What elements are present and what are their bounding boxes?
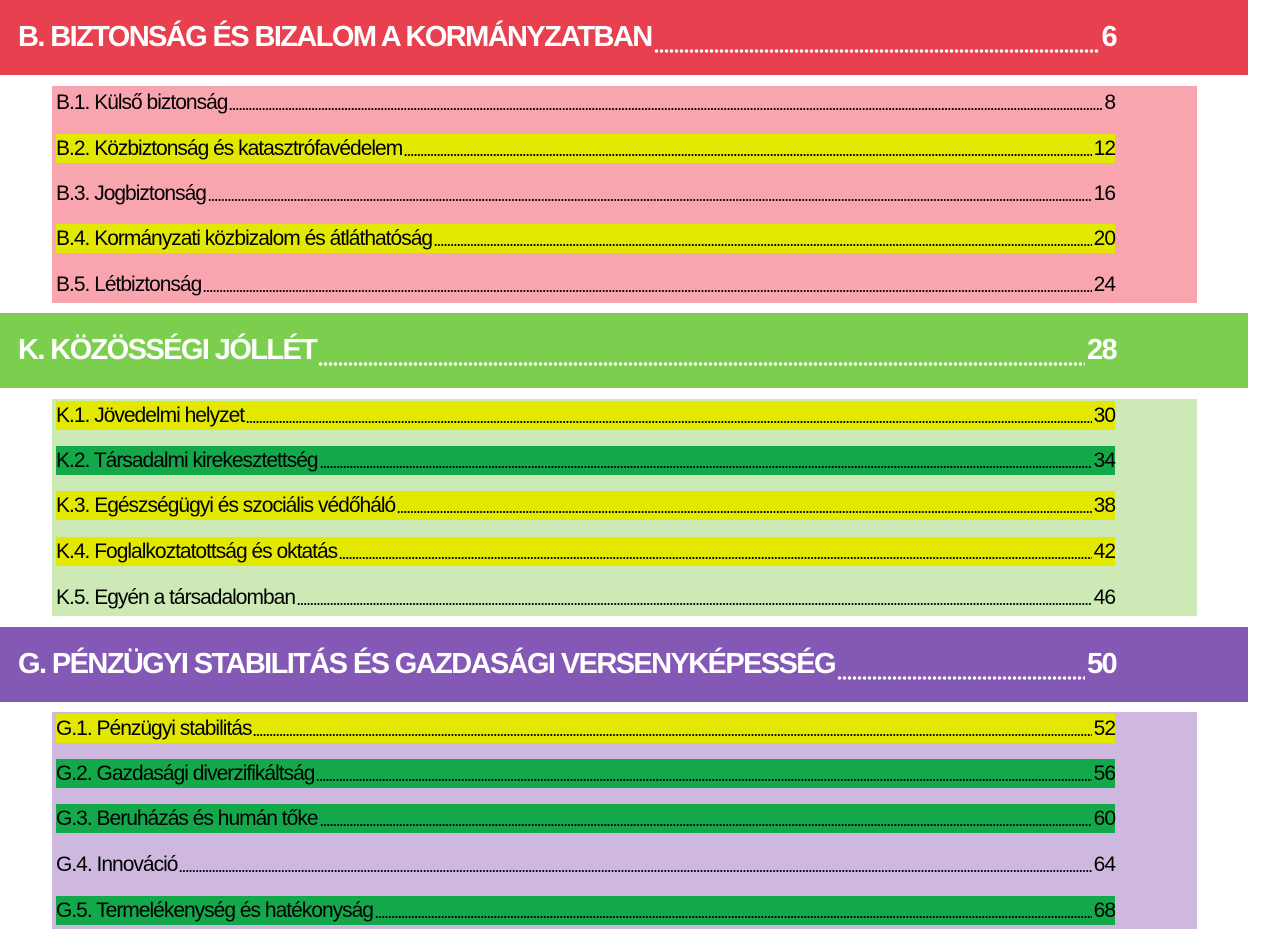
toc-entry-b4[interactable] bbox=[56, 224, 1115, 253]
dot-leader bbox=[203, 270, 1091, 299]
dot-leader bbox=[297, 583, 1092, 612]
entry-label: G.1. Pénzügyi stabilitás bbox=[56, 716, 252, 740]
entry-page-number: 64 bbox=[1093, 852, 1115, 876]
section-b-entries bbox=[52, 86, 1197, 303]
dot-leader bbox=[229, 88, 1102, 117]
section-page-number: 6 bbox=[1101, 21, 1116, 53]
section-page-number: 28 bbox=[1086, 334, 1116, 366]
dot-leader bbox=[404, 134, 1091, 163]
toc-entry-g5[interactable] bbox=[56, 896, 1115, 925]
section-title-row bbox=[18, 0, 1116, 75]
toc-entry-b5[interactable] bbox=[56, 270, 1115, 299]
toc-entry-k5[interactable] bbox=[56, 583, 1115, 612]
entry-page-number: 52 bbox=[1093, 716, 1115, 740]
section-title-row bbox=[18, 313, 1116, 388]
section-k-entries bbox=[52, 399, 1197, 616]
toc-entry-g3[interactable] bbox=[56, 804, 1115, 833]
section-header-k[interactable] bbox=[0, 313, 1248, 388]
toc-entry-b3[interactable] bbox=[56, 179, 1115, 208]
entry-page-number: 42 bbox=[1093, 539, 1115, 563]
section-title: G. PÉNZÜGYI STABILITÁS ÉS GAZDASÁGI VERSENYKÉPESSÉG bbox=[18, 648, 836, 680]
dot-leader bbox=[320, 804, 1092, 833]
dot-leader bbox=[179, 850, 1091, 879]
entry-label: B.4. Kormányzati közbizalom és átláthatóság bbox=[56, 226, 433, 250]
toc-entry-g4[interactable] bbox=[56, 850, 1115, 879]
entry-page-number: 8 bbox=[1104, 90, 1115, 114]
entry-page-number: 68 bbox=[1093, 898, 1115, 922]
entry-label: K.5. Egyén a társadalomban bbox=[56, 585, 296, 609]
toc-entry-b2[interactable] bbox=[56, 134, 1115, 163]
entry-page-number: 38 bbox=[1093, 493, 1115, 517]
entry-label: B.3. Jogbiztonság bbox=[56, 181, 206, 205]
section-title: B. BIZTONSÁG ÉS BIZALOM A KORMÁNYZATBAN bbox=[18, 21, 652, 53]
toc-entry-b1[interactable] bbox=[56, 88, 1115, 117]
entry-label: K.2. Társadalmi kirekesztettség bbox=[56, 448, 318, 472]
entry-label: G.2. Gazdasági diverzifikáltság bbox=[56, 761, 315, 785]
entry-page-number: 34 bbox=[1093, 448, 1115, 472]
entry-page-number: 56 bbox=[1093, 761, 1115, 785]
entry-label: K.4. Foglalkoztatottság és oktatás bbox=[56, 539, 338, 563]
section-header-b[interactable] bbox=[0, 0, 1248, 75]
section-title-row bbox=[18, 627, 1116, 702]
entry-label: K.3. Egészségügyi és szociális védőháló bbox=[56, 493, 396, 517]
entry-page-number: 20 bbox=[1093, 226, 1115, 250]
dot-leader bbox=[375, 896, 1092, 925]
dot-leader bbox=[320, 446, 1092, 475]
toc-entry-g2[interactable] bbox=[56, 759, 1115, 788]
entry-label: B.1. Külső biztonság bbox=[56, 90, 228, 114]
entry-page-number: 12 bbox=[1093, 136, 1115, 160]
dot-leader bbox=[208, 179, 1092, 208]
entry-page-number: 16 bbox=[1093, 181, 1115, 205]
entry-label: G.5. Termelékenység és hatékonyság bbox=[56, 898, 373, 922]
dot-leader bbox=[654, 0, 1100, 75]
section-header-g[interactable] bbox=[0, 627, 1248, 702]
dot-leader bbox=[318, 313, 1085, 388]
dot-leader bbox=[837, 627, 1085, 702]
entry-label: G.4. Innováció bbox=[56, 852, 178, 876]
dot-leader bbox=[316, 759, 1091, 788]
dot-leader bbox=[253, 714, 1091, 743]
entry-page-number: 30 bbox=[1093, 403, 1115, 427]
section-page-number: 50 bbox=[1086, 648, 1116, 680]
entry-page-number: 24 bbox=[1093, 272, 1115, 296]
entry-label: G.3. Beruházás és humán tőke bbox=[56, 806, 318, 830]
section-title: K. KÖZÖSSÉGI JÓLLÉT bbox=[18, 334, 317, 366]
entry-page-number: 46 bbox=[1093, 585, 1115, 609]
dot-leader bbox=[339, 537, 1091, 566]
section-g-entries bbox=[52, 712, 1197, 929]
entry-label: B.5. Létbiztonság bbox=[56, 272, 202, 296]
toc-entry-k3[interactable] bbox=[56, 491, 1115, 520]
toc-entry-k4[interactable] bbox=[56, 537, 1115, 566]
toc-entry-g1[interactable] bbox=[56, 714, 1115, 743]
dot-leader bbox=[434, 224, 1092, 253]
toc-entry-k1[interactable] bbox=[56, 401, 1115, 430]
dot-leader bbox=[397, 491, 1091, 520]
dot-leader bbox=[246, 401, 1092, 430]
toc-entry-k2[interactable] bbox=[56, 446, 1115, 475]
entry-page-number: 60 bbox=[1093, 806, 1115, 830]
entry-label: B.2. Közbiztonság és katasztrófavédelem bbox=[56, 136, 403, 160]
entry-label: K.1. Jövedelmi helyzet bbox=[56, 403, 245, 427]
